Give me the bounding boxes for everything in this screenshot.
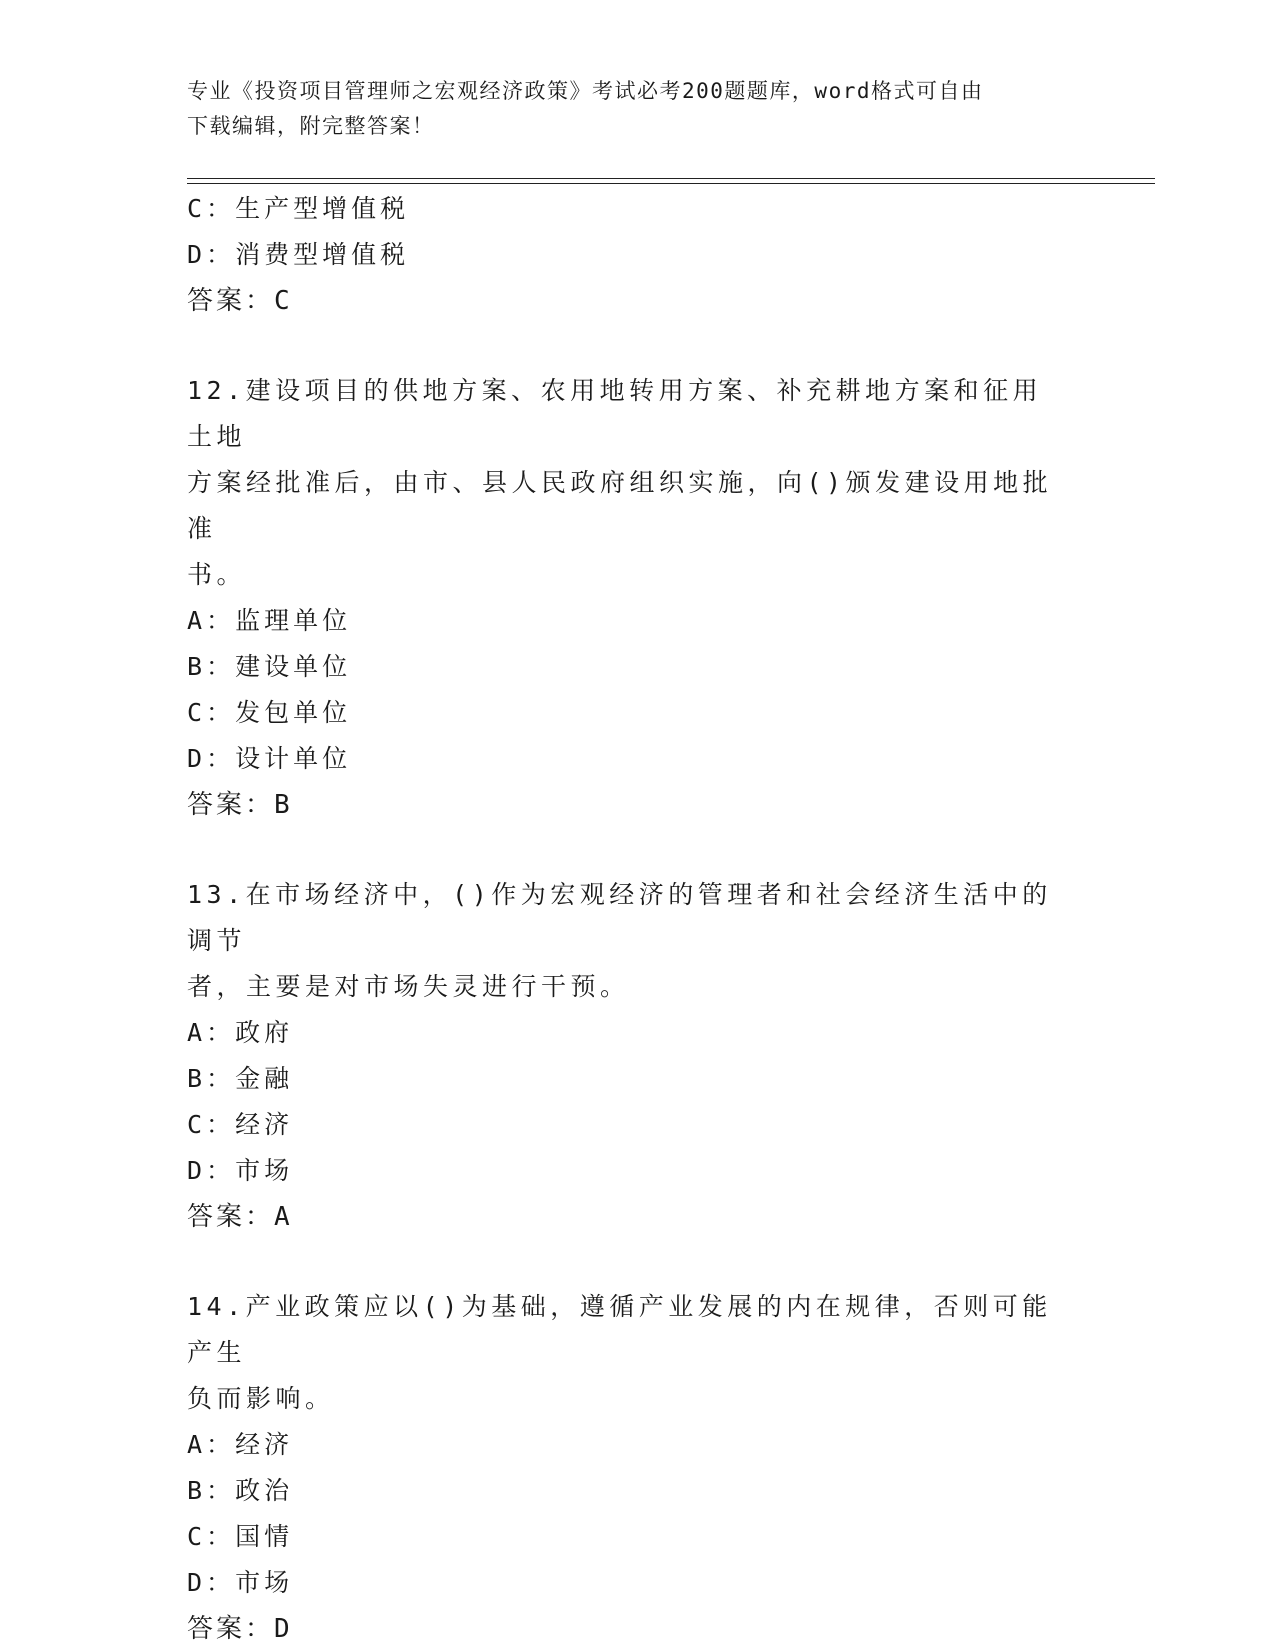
option-key: C： xyxy=(187,698,236,727)
option-text: 市场 xyxy=(235,1568,294,1597)
option-text: 市场 xyxy=(235,1156,294,1185)
option-c xyxy=(187,186,1087,232)
option-text: 建设单位 xyxy=(235,652,352,681)
option-text: 政府 xyxy=(235,1018,294,1047)
stem-line: 书。 xyxy=(187,560,247,589)
option-text: 经济 xyxy=(235,1110,294,1139)
option-key: C： xyxy=(187,1522,236,1551)
option-key: D： xyxy=(187,1156,236,1185)
question-stem xyxy=(187,1284,1067,1422)
option-key: C： xyxy=(187,194,236,223)
option-text: 生产型增值税 xyxy=(235,194,410,223)
option-key: D： xyxy=(187,240,236,269)
stem-line: 12.建设项目的供地方案、农用地转用方案、补充耕地方案和征用土地 xyxy=(187,376,1043,451)
answer-value: C xyxy=(274,286,292,316)
option-a xyxy=(187,598,1087,644)
option-key: C： xyxy=(187,1110,236,1139)
answer-line xyxy=(187,1606,1087,1652)
stem-line: 方案经批准后，由市、县人民政府组织实施，向()颁发建设用地批准 xyxy=(187,468,1053,543)
answer-value: B xyxy=(274,790,292,820)
option-key: B： xyxy=(187,1064,236,1093)
stem-line: 14.产业政策应以()为基础，遵循产业发展的内在规律，否则可能产生 xyxy=(187,1292,1052,1367)
option-key: D： xyxy=(187,744,236,773)
option-c xyxy=(187,1514,1087,1560)
option-key: B： xyxy=(187,1476,236,1505)
option-a xyxy=(187,1010,1087,1056)
answer-value: A xyxy=(274,1202,292,1232)
answer-line xyxy=(187,278,1087,324)
option-key: A： xyxy=(187,606,236,635)
option-key: A： xyxy=(187,1430,236,1459)
stem-line: 负而影响。 xyxy=(187,1384,335,1413)
option-key: A： xyxy=(187,1018,236,1047)
option-text: 监理单位 xyxy=(235,606,352,635)
option-d xyxy=(187,736,1087,782)
option-c xyxy=(187,1102,1087,1148)
header-divider-top xyxy=(187,178,1155,179)
answer-label: 答案： xyxy=(187,790,275,820)
option-text: 金融 xyxy=(235,1064,294,1093)
option-text: 经济 xyxy=(235,1430,294,1459)
option-d xyxy=(187,1560,1087,1606)
answer-label: 答案： xyxy=(187,286,275,316)
question-12 xyxy=(187,368,1087,828)
question-14 xyxy=(187,1284,1087,1652)
option-d xyxy=(187,1148,1087,1194)
question-11-partial xyxy=(187,186,1087,324)
option-c xyxy=(187,690,1087,736)
option-key: D： xyxy=(187,1568,236,1597)
option-a xyxy=(187,1422,1087,1468)
header-line-1: 专业《投资项目管理师之宏观经济政策》考试必考200题题库，word格式可自由 xyxy=(187,79,984,103)
answer-label: 答案： xyxy=(187,1202,275,1232)
question-stem xyxy=(187,368,1067,598)
answer-line xyxy=(187,1194,1087,1240)
header-line-2: 下载编辑，附完整答案！ xyxy=(187,114,435,138)
question-13 xyxy=(187,872,1087,1240)
document-header xyxy=(187,74,1067,144)
answer-value: D xyxy=(274,1614,292,1644)
option-b xyxy=(187,644,1087,690)
option-b xyxy=(187,1056,1087,1102)
answer-label: 答案： xyxy=(187,1614,275,1644)
option-b xyxy=(187,1468,1087,1514)
option-text: 消费型增值税 xyxy=(235,240,410,269)
option-key: B： xyxy=(187,652,236,681)
option-d xyxy=(187,232,1087,278)
document-body xyxy=(187,186,1087,1652)
option-text: 发包单位 xyxy=(235,698,352,727)
option-text: 国情 xyxy=(235,1522,294,1551)
stem-line: 者，主要是对市场失灵进行干预。 xyxy=(187,972,630,1001)
question-stem xyxy=(187,872,1067,1010)
option-text: 设计单位 xyxy=(235,744,352,773)
stem-line: 13.在市场经济中，()作为宏观经济的管理者和社会经济生活中的调节 xyxy=(187,880,1052,955)
answer-line xyxy=(187,782,1087,828)
header-divider-bottom xyxy=(187,183,1155,184)
option-text: 政治 xyxy=(235,1476,294,1505)
